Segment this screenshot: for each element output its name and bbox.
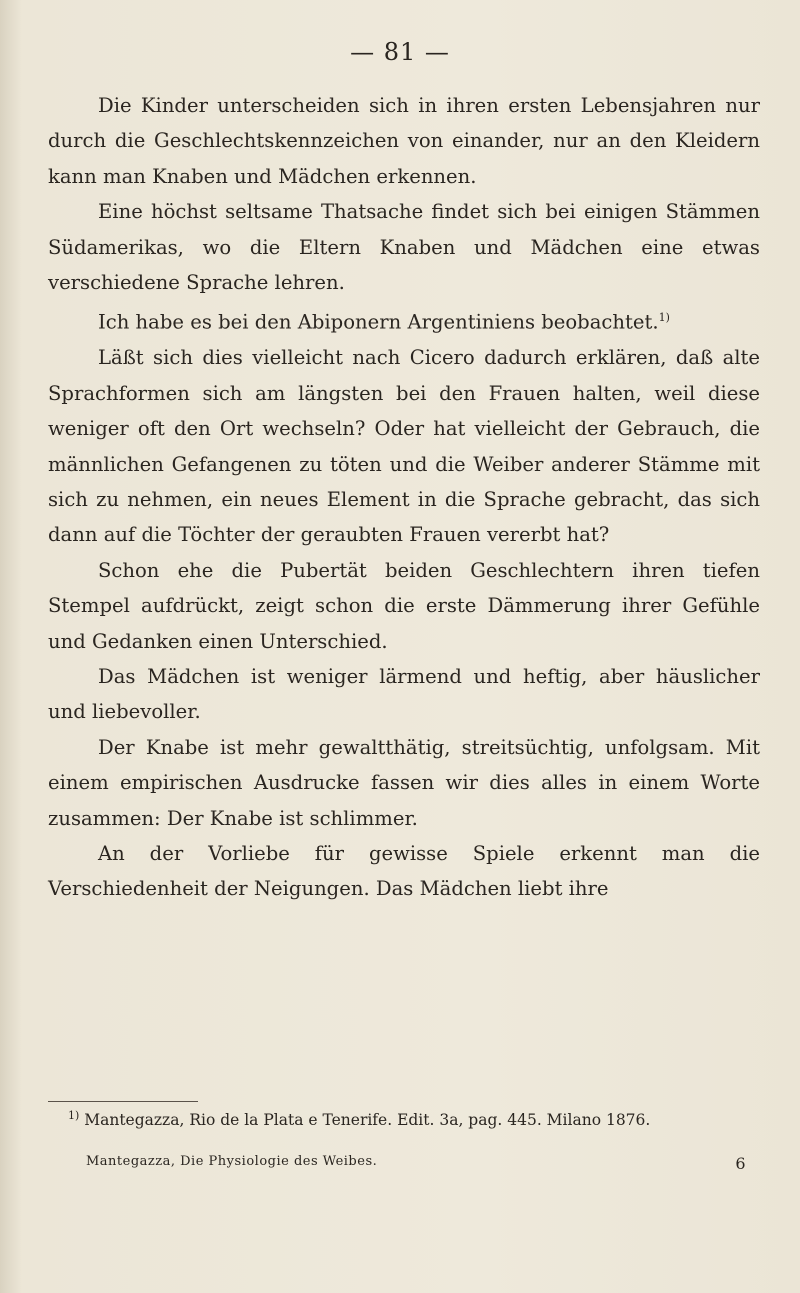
paragraph-text: Der Knabe ist mehr gewaltthätig, streitsüchtig, unfolgsam. Mit einem empirischen Ausdrucke fassen wir dies alles in einem Worte zusammen: Der Knabe ist schlimmer. (48, 735, 760, 830)
paragraph-text: Eine höchst seltsame Thatsache findet sich bei einigen Stämmen Südamerikas, wo die Eltern Knaben und Mädchen eine etwas verschiedene Sprache lehren. (48, 200, 760, 295)
paragraph-text: Ich habe es bei den Abiponern Argentiniens beobachtet. (98, 310, 659, 334)
paragraph (48, 194, 760, 300)
paragraph (48, 659, 760, 730)
paragraph (48, 553, 760, 659)
footnote-mark: 1) (68, 1109, 80, 1122)
paragraph (48, 730, 760, 836)
signature-number: 6 (735, 1154, 746, 1173)
footnote-divider (48, 1101, 198, 1102)
page-number: — 81 — (350, 38, 450, 66)
paragraph-text: Das Mädchen ist weniger lärmend und heftig, aber häuslicher und liebevoller. (48, 665, 760, 724)
footnote (48, 1104, 760, 1132)
paragraph-text: Schon ehe die Pubertät beiden Geschlechtern ihren tiefen Stempel aufdrückt, zeigt schon die erste Dämmerung ihrer Gefühle und Gedanken einen Unterschied. (48, 558, 760, 653)
paragraph (48, 300, 760, 340)
signature-line (86, 1154, 746, 1173)
signature-text: Mantegazza, Die Physiologie des Weibes. (86, 1154, 378, 1169)
paragraph (48, 340, 760, 552)
paragraph-text: An der Vorliebe für gewisse Spiele erkennt man die Verschiedenheit der Neigungen. Das Mädchen liebt ihre (48, 842, 760, 901)
paragraph-text: Läßt sich dies vielleicht nach Cicero dadurch erklären, daß alte Sprachformen sich am längsten bei den Frauen halten, weil diese weniger oft den Ort wechseln? Oder hat vielleicht der Gebrauch, die männlichen Gefangenen zu töten und die Weiber anderer Stämme mit sich zu nehmen, ein neues Element in die Sprache gebracht, das sich dann auf die Töchter der geraubten Frauen vererbt hat? (48, 346, 760, 547)
paragraph-text: Die Kinder unterscheiden sich in ihren ersten Lebensjahren nur durch die Geschlechtskennzeichen von einander, nur an den Kleidern kann man Knaben und Mädchen erkennen. (48, 94, 760, 188)
footnote-text: Mantegazza, Rio de la Plata e Tenerife. Edit. 3a, pag. 445. Milano 1876. (84, 1111, 651, 1130)
footnote-reference: 1) (658, 311, 670, 325)
paragraph (48, 88, 760, 194)
body-text (48, 88, 760, 907)
paragraph (48, 836, 760, 907)
